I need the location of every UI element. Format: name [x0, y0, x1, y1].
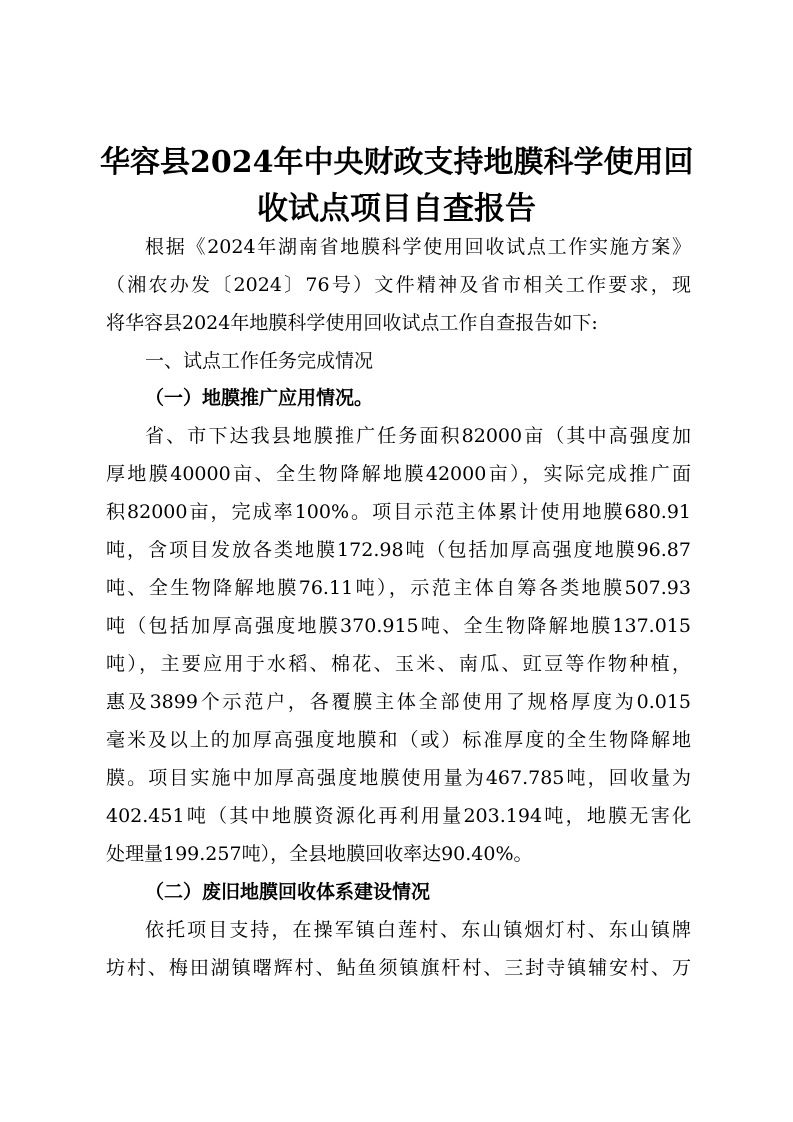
- paragraph-intro-line: 根据《2024年湖南省地膜科学使用回收试点工作实施方案》: [145, 236, 691, 258]
- paragraph-line: 积82000亩，完成率100%。项目示范主体累计使用地膜680.91: [106, 501, 691, 523]
- paragraph-line: 402.451吨（其中地膜资源化再利用量203.194吨，地膜无害化: [106, 805, 691, 827]
- paragraph-line: 依托项目支持，在操军镇白莲村、东山镇烟灯村、东山镇牌: [145, 919, 691, 941]
- paragraph-line: 坊村、梅田湖镇曙辉村、鲇鱼须镇旗杆村、三封寺镇辅安村、万: [106, 957, 691, 979]
- paragraph-intro-line: （湘农办发〔2024〕76号）文件精神及省市相关工作要求，现: [106, 274, 691, 296]
- section-heading: 一、试点工作任务完成情况: [145, 350, 374, 372]
- paragraph-line: 吨（包括加厚高强度地膜370.915吨、全生物降解地膜137.015: [106, 615, 691, 637]
- paragraph-intro-line: 将华容县2024年地膜科学使用回收试点工作自查报告如下:: [106, 312, 598, 334]
- paragraph-line: 处理量199.257吨），全县地膜回收率达90.40%。: [106, 843, 533, 865]
- paragraph-line: 省、市下达我县地膜推广任务面积82000亩（其中高强度加: [145, 425, 691, 447]
- paragraph-line: 吨、全生物降解地膜76.11吨），示范主体自筹各类地膜507.93: [106, 577, 691, 599]
- subsection-heading: （二）废旧地膜回收体系建设情况: [145, 881, 431, 903]
- paragraph-line: 惠及3899个示范户，各覆膜主体全部使用了规格厚度为0.015: [106, 691, 691, 713]
- paragraph-line: 厚地膜40000亩、全生物降解地膜42000亩），实际完成推广面: [106, 463, 691, 485]
- subsection-heading: （一）地膜推广应用情况。: [145, 387, 374, 409]
- paragraph-line: 吨，含项目发放各类地膜172.98吨（包括加厚高强度地膜96.87: [106, 539, 691, 561]
- paragraph-line: 毫米及以上的加厚高强度地膜和（或）标准厚度的全生物降解地: [106, 729, 691, 751]
- paragraph-line: 膜。项目实施中加厚高强度地膜使用量为467.785吨，回收量为: [106, 767, 691, 789]
- document-title-line-1: 华容县2024年中央财政支持地膜科学使用回: [100, 145, 694, 180]
- paragraph-line: 吨），主要应用于水稻、棉花、玉米、南瓜、豇豆等作物种植，: [106, 653, 691, 675]
- document-title-line-2: 收试点项目自查报告: [257, 191, 536, 227]
